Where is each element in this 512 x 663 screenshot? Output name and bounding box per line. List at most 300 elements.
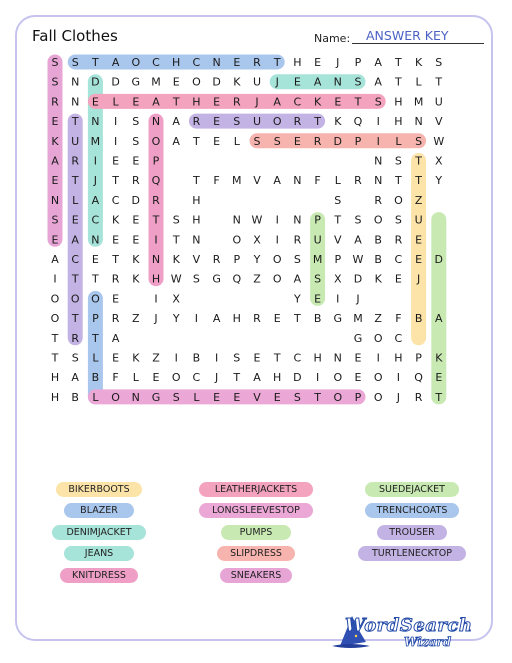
grid-letter: R [253, 56, 261, 69]
grid-letter: H [192, 193, 201, 207]
grid-letter: T [71, 272, 79, 286]
grid-letter: A [71, 233, 79, 247]
grid-letter: W [433, 134, 445, 148]
word-chip: SUEDEJACKET [365, 482, 458, 497]
grid-letter: A [435, 312, 443, 326]
grid-letter: P [233, 253, 241, 266]
grid-letter: W [251, 213, 263, 227]
grid-letter: V [253, 174, 261, 188]
grid-letter: M [413, 95, 424, 109]
grid-letter: X [172, 292, 180, 306]
logo-wordmark: WordSearch [345, 615, 473, 636]
grid-letter: G [151, 390, 161, 404]
grid-letter: T [415, 154, 422, 168]
grid-letter: E [394, 272, 402, 286]
grid-letter: S [132, 134, 140, 148]
grid-letter: J [255, 95, 259, 109]
grid-letter: I [275, 233, 279, 247]
grid-letter: Y [172, 312, 180, 326]
word-chip: SNEAKERS [220, 568, 292, 583]
grid-letter: T [172, 233, 180, 247]
word-chip: PUMPS [221, 525, 291, 540]
grid-letter: S [273, 134, 281, 148]
grid-letter: J [416, 272, 421, 286]
grid-letter: T [354, 95, 362, 109]
grid-letter: E [314, 56, 322, 69]
grid-letter: E [112, 154, 120, 168]
grid-letter: T [112, 174, 119, 188]
word-chip: TURTLENECKTOP [358, 546, 466, 561]
grid-letter: O [171, 371, 181, 385]
grid-letter: E [293, 75, 301, 89]
grid-letter: T [51, 351, 59, 365]
grid-letter: X [334, 272, 342, 286]
grid-letter: N [333, 351, 342, 365]
grid-letter: H [293, 56, 302, 69]
grid-letter: M [353, 312, 363, 326]
grid-letter: A [273, 174, 281, 188]
grid-letter: K [435, 351, 443, 365]
grid-letter: B [192, 351, 201, 365]
grid-letter: A [91, 193, 100, 207]
grid-letter: O [50, 312, 60, 326]
grid-letter: N [151, 253, 161, 266]
grid-letter: S [293, 253, 301, 266]
grid-letter: S [374, 95, 382, 109]
grid-letter: N [374, 174, 383, 188]
grid-letter: Q [414, 371, 423, 385]
grid-letter: X [435, 154, 443, 168]
grid-letter: O [70, 292, 80, 306]
grid-letter: E [132, 213, 140, 227]
grid-letter: U [434, 95, 443, 109]
grid-letter: I [113, 134, 118, 148]
grid-letter: R [414, 390, 423, 404]
grid-letter: I [113, 115, 118, 129]
grid-letter: A [354, 233, 362, 247]
grid-letter: E [51, 115, 59, 129]
grid-letter: S [354, 75, 362, 89]
grid-letter: C [152, 56, 160, 69]
grid-letter: A [374, 56, 382, 69]
grid-letter: A [111, 56, 120, 69]
grid-letter: W [352, 253, 364, 266]
grid-letter: Y [294, 292, 301, 306]
grid-letter: C [192, 371, 201, 385]
grid-letter: E [132, 233, 140, 247]
grid-letter: S [172, 390, 180, 404]
grid-letter: N [374, 154, 383, 168]
grid-letter: T [92, 331, 99, 345]
grid-letter: J [356, 292, 360, 306]
grid-letter: T [395, 75, 402, 89]
grid-letter: B [91, 371, 100, 385]
grid-letter: T [172, 95, 180, 109]
grid-letter: T [395, 56, 402, 69]
grid-letter: R [152, 193, 160, 207]
grid-letter: Z [152, 351, 160, 365]
grid-letter: A [172, 115, 180, 129]
grid-letter: I [154, 292, 158, 306]
grid-letter: A [293, 272, 302, 286]
grid-letter: G [131, 75, 141, 89]
grid-letter: N [414, 115, 423, 129]
grid-letter: V [435, 115, 443, 129]
grid-letter: H [394, 95, 403, 109]
grid-letter: P [92, 312, 99, 326]
grid-letter: T [193, 174, 200, 188]
grid-letter: O [373, 390, 383, 404]
grid-letter: R [293, 115, 302, 129]
grid-letter: N [212, 56, 221, 69]
grid-letter: S [71, 56, 79, 69]
grid-letter: H [172, 56, 181, 69]
grid-letter: E [51, 174, 59, 188]
grid-letter: B [374, 253, 382, 266]
grid-letter: I [275, 213, 279, 227]
grid-letter: S [233, 351, 241, 365]
grid-letter: H [50, 390, 60, 404]
grid-letter: S [415, 134, 423, 148]
grid-letter: K [233, 75, 241, 89]
grid-letter: A [71, 371, 79, 385]
grid-letter: H [50, 371, 60, 385]
grid-letter: P [152, 154, 160, 168]
grid-letter: C [192, 56, 201, 69]
grid-letter: E [415, 253, 423, 266]
grid-letter: N [333, 75, 342, 89]
grid-letter: C [394, 331, 403, 345]
grid-letter: O [272, 115, 282, 129]
grid-letter: O [272, 253, 282, 266]
grid-letter: L [334, 174, 341, 188]
grid-letter: D [434, 253, 444, 266]
grid-letter: T [71, 115, 79, 129]
grid-letter: S [192, 272, 200, 286]
grid-letter: H [232, 312, 241, 326]
grid-letter: R [51, 95, 59, 109]
word-chip: TRENCHCOATS [365, 503, 458, 518]
grid-letter: T [152, 213, 160, 227]
grid-letter: L [92, 351, 99, 365]
grid-letter: L [193, 390, 200, 404]
grid-letter: O [232, 233, 242, 247]
grid-letter: I [214, 351, 219, 365]
word-chip: JEANS [64, 546, 134, 561]
grid-letter: K [374, 272, 382, 286]
grid-letter: E [213, 95, 221, 109]
grid-letter: E [233, 390, 241, 404]
grid-letter: I [396, 371, 401, 385]
grid-letter: X [253, 233, 261, 247]
grid-letter: E [132, 95, 140, 109]
grid-letter: B [313, 312, 322, 326]
grid-letter: I [154, 233, 158, 247]
grid-letter: E [213, 134, 221, 148]
grid-letter: O [151, 134, 161, 148]
grid-letter: S [394, 154, 402, 168]
grid-letter: R [253, 312, 261, 326]
grid-letter: T [92, 56, 99, 69]
grid-letter: Y [253, 253, 261, 266]
grid-letter: L [92, 390, 99, 404]
grid-letter: R [71, 154, 80, 168]
grid-letter: D [333, 134, 343, 148]
grid-letter: E [415, 233, 423, 247]
grid-letter: H [313, 351, 322, 365]
grid-letter: P [314, 213, 321, 227]
grid-letter: D [353, 272, 363, 286]
grid-letter: T [314, 390, 321, 404]
grid-letter: I [336, 292, 340, 306]
grid-letter: R [192, 115, 201, 129]
grid-letter: O [272, 272, 282, 286]
grid-letter: N [71, 75, 80, 89]
grid-letter: R [293, 233, 302, 247]
grid-letter: C [394, 253, 403, 266]
grid-letter: C [293, 95, 302, 109]
grid-letter: N [71, 95, 80, 109]
grid-letter: K [132, 253, 140, 266]
grid-letter: R [374, 193, 383, 207]
grid-letter: B [414, 312, 423, 326]
grid-letter: Q [151, 174, 161, 188]
grid-letter: P [334, 253, 342, 266]
word-chip: TROUSER [377, 525, 447, 540]
grid-letter: B [374, 233, 382, 247]
grid-letter: A [374, 75, 382, 89]
grid-letter: A [172, 134, 180, 148]
grid-letter: R [354, 174, 362, 188]
grid-letter: F [112, 371, 119, 385]
grid-letter: H [273, 371, 282, 385]
grid-letter: A [51, 253, 59, 266]
grid-letter: U [71, 134, 80, 148]
grid-letter: P [354, 134, 362, 148]
grid-letter: E [132, 154, 140, 168]
grid-letter: L [233, 134, 240, 148]
grid-letter: S [314, 272, 322, 286]
grid-letter: T [334, 213, 342, 227]
grid-letter: K [51, 134, 59, 148]
grid-letter: E [112, 292, 120, 306]
grid-letter: T [435, 390, 443, 404]
grid-letter: E [213, 115, 221, 129]
grid-letter: T [51, 331, 59, 345]
grid-letter: D [111, 75, 120, 89]
grid-letter: S [51, 75, 59, 89]
grid-letter: T [415, 174, 422, 188]
grid-letter: N [151, 115, 161, 129]
name-label: Name: [314, 32, 351, 45]
grid-letter: J [93, 174, 98, 188]
grid-letter: N [293, 213, 302, 227]
grid-letter: U [414, 213, 423, 227]
grid-letter: I [174, 351, 178, 365]
grid-letter: E [91, 95, 99, 109]
grid-letter: H [192, 213, 201, 227]
grid-letter: O [111, 390, 120, 404]
grid-letter: F [395, 312, 402, 326]
grid-letter: T [435, 75, 443, 89]
word-chip: SLIPDRESS [217, 546, 296, 561]
grid-letter: Q [232, 272, 242, 286]
grid-letter: P [415, 351, 422, 365]
grid-letter: S [253, 134, 261, 148]
grid-letter: G [212, 272, 221, 286]
grid-letter: E [435, 371, 443, 385]
grid-letter: K [132, 272, 140, 286]
grid-letter: R [131, 174, 140, 188]
grid-letter: M [90, 134, 101, 148]
grid-letter: S [354, 213, 362, 227]
grid-letter: C [293, 351, 302, 365]
grid-letter: B [71, 390, 79, 404]
grid-letter: W [170, 272, 182, 286]
grid-letter: I [376, 351, 380, 365]
grid-letter: P [354, 56, 362, 69]
grid-letter: Q [353, 115, 363, 129]
grid-letter: R [111, 312, 120, 326]
grid-letter: D [212, 75, 221, 89]
grid-letter: H [151, 272, 161, 286]
grid-letter: N [293, 174, 302, 188]
grid-letter: O [394, 193, 403, 207]
grid-letter: U [313, 233, 322, 247]
grid-letter: A [273, 95, 281, 109]
grid-letter: K [313, 95, 322, 109]
grid-letter: K [132, 351, 140, 365]
grid-letter: J [275, 75, 279, 89]
grid-letter: K [172, 253, 180, 266]
grid-letter: T [273, 351, 281, 365]
grid-letter: S [132, 115, 140, 129]
grid-letter: Y [435, 174, 443, 188]
grid-letter: Z [374, 312, 382, 326]
grid-letter: R [394, 233, 403, 247]
grid-letter: C [91, 213, 100, 227]
grid-letter: H [394, 115, 403, 129]
word-chip: BIKERBOOTS [56, 482, 142, 497]
grid-letter: D [293, 371, 302, 385]
grid-letter: S [51, 213, 59, 227]
grid-letter: O [373, 371, 383, 385]
grid-letter: K [414, 56, 423, 69]
grid-letter: O [373, 213, 383, 227]
grid-letter: E [152, 371, 160, 385]
grid-letter: N [91, 115, 100, 129]
grid-letter: S [51, 56, 59, 69]
grid-letter: E [314, 292, 322, 306]
word-chip: KNITDRESS [60, 568, 139, 583]
grid-letter: S [394, 213, 402, 227]
word-chip: LEATHERJACKETS [199, 482, 314, 497]
grid-letter: U [252, 115, 262, 129]
grid-letter: O [333, 390, 343, 404]
grid-letter: S [435, 56, 443, 69]
grid-letter: R [212, 253, 221, 266]
grid-letter: E [273, 312, 281, 326]
grid-letter: L [395, 134, 402, 148]
grid-letter: I [53, 272, 57, 286]
grid-letter: A [152, 95, 160, 109]
grid-letter: M [232, 174, 242, 188]
grid-letter: R [71, 331, 80, 345]
grid-letter: O [50, 292, 60, 306]
grid-letter: O [373, 331, 383, 345]
grid-letter: O [91, 292, 100, 306]
grid-letter: Z [253, 272, 261, 286]
grid-letter: S [334, 193, 342, 207]
grid-letter: E [112, 351, 120, 365]
grid-letter: S [293, 390, 301, 404]
grid-letter: C [111, 193, 120, 207]
grid-letter: L [72, 193, 79, 207]
grid-letter: M [312, 253, 323, 266]
grid-letter: E [253, 351, 261, 365]
grid-letter: T [273, 56, 281, 69]
grid-letter: E [233, 56, 241, 69]
grid-letter: T [233, 371, 241, 385]
grid-letter: V [253, 390, 261, 404]
grid-letter: H [394, 351, 403, 365]
grid-letter: Z [414, 193, 423, 207]
grid-letter: G [353, 331, 363, 345]
grid-letter: L [112, 95, 119, 109]
grid-letter: E [354, 371, 362, 385]
grid-letter: A [253, 371, 261, 385]
grid-letter: S [233, 115, 241, 129]
grid-letter: E [334, 95, 342, 109]
grid-letter: E [172, 75, 180, 89]
grid-letter: I [194, 312, 199, 326]
grid-letter: Z [132, 312, 140, 326]
grid-letter: I [93, 154, 98, 168]
grid-letter: E [71, 213, 79, 227]
grid-letter: R [232, 95, 241, 109]
grid-letter: A [313, 75, 322, 89]
grid-letter: E [293, 134, 301, 148]
grid-letter: S [71, 351, 79, 365]
grid-letter: I [315, 371, 320, 385]
grid-letter: E [273, 390, 281, 404]
grid-letter: K [334, 115, 342, 129]
name-field[interactable]: ANSWER KEY [352, 28, 484, 44]
grid-letter: A [51, 154, 59, 168]
grid-letter: T [294, 312, 301, 326]
grid-letter: N [131, 390, 140, 404]
grid-letter: R [111, 272, 120, 286]
grid-letter: I [376, 134, 380, 148]
grid-letter: J [214, 371, 219, 385]
grid-letter: V [334, 233, 342, 247]
grid-letter: K [111, 213, 120, 227]
grid-letter: D [131, 193, 141, 207]
word-chip: BLAZER [64, 503, 134, 518]
grid-letter: M [151, 75, 161, 89]
grid-letter: E [112, 233, 120, 247]
grid-letter: R [313, 134, 322, 148]
grid-letter: L [415, 75, 422, 89]
grid-letter: L [132, 371, 139, 385]
word-chip: LONGSLEEVESTOP [199, 503, 314, 518]
grid-letter: T [112, 253, 119, 266]
grid-letter: J [154, 312, 158, 326]
grid-letter: H [192, 95, 201, 109]
grid-letter: N [192, 233, 201, 247]
grid-letter: A [111, 331, 120, 345]
grid-letter: U [252, 75, 262, 89]
